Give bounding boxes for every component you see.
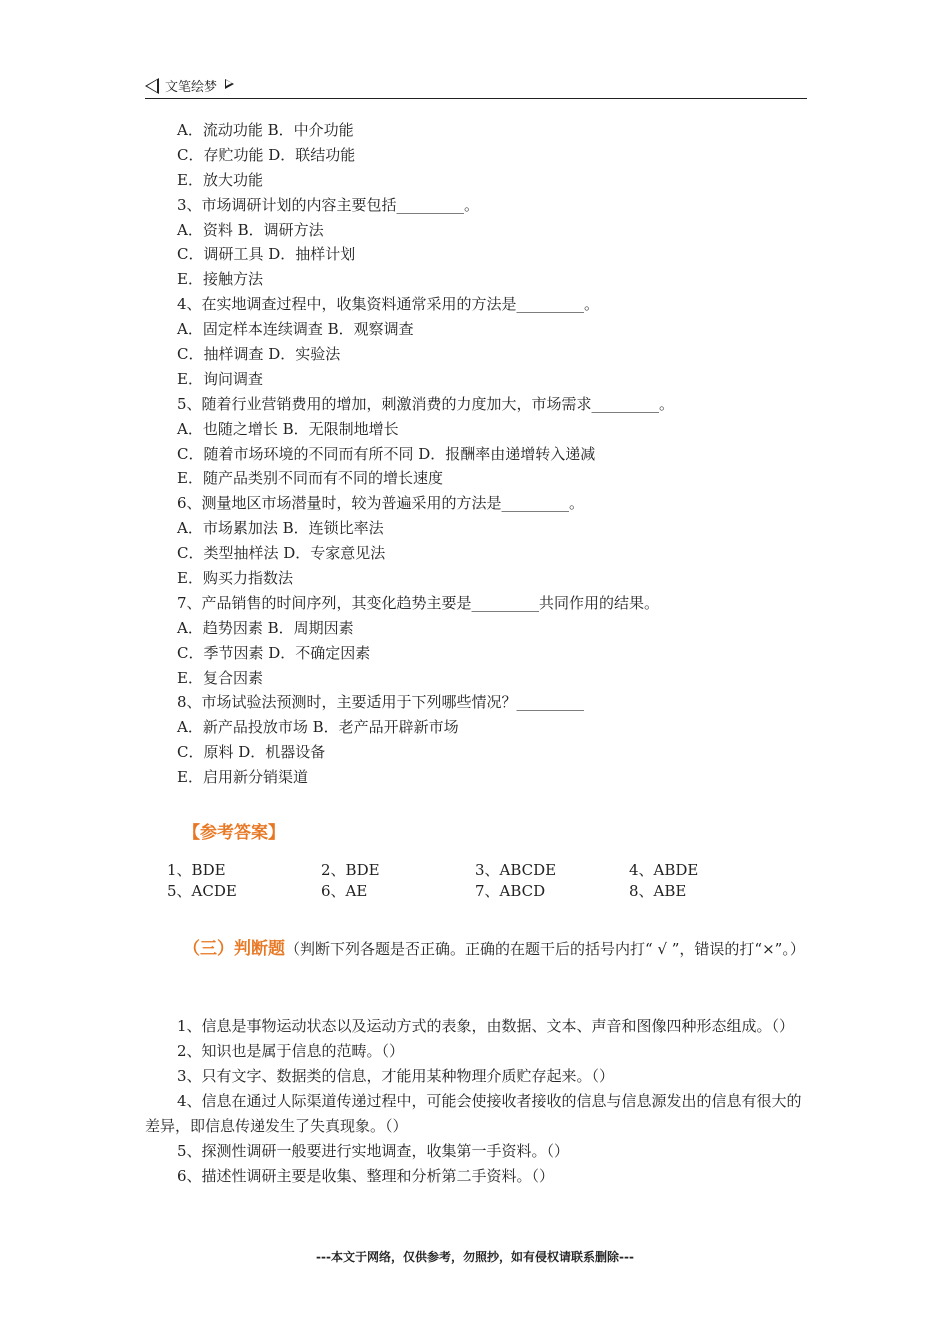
text-line: C．抽样调查 D．实验法 bbox=[177, 345, 341, 364]
header-brand bbox=[145, 76, 234, 95]
text-line: C．原料 D．机器设备 bbox=[177, 743, 326, 762]
text-line: C．季节因素 D．不确定因素 bbox=[177, 643, 371, 662]
text-line: A．趋势因素 B．周期因素 bbox=[177, 618, 354, 637]
text-line: A．新产品投放市场 B．老产品开辟新市场 bbox=[177, 718, 459, 737]
question-line: 8、市场试验法预测时，主要适用于下列哪些情况？_________ bbox=[177, 693, 585, 712]
answer-cell: 7、ABCD bbox=[475, 882, 546, 900]
text-line: E．复合因素 bbox=[177, 668, 263, 687]
text-line: E．随产品类别不同而有不同的增长速度 bbox=[177, 469, 443, 488]
answer-cell: 6、AE bbox=[321, 882, 368, 900]
judge-section-intro bbox=[145, 934, 807, 965]
judge-question: 6、描述性调研主要是收集、整理和分析第二手资料。（） bbox=[177, 1167, 555, 1185]
judge-question: 1、信息是事物运动状态以及运动方式的表象，由数据、文本、声音和图像四种形态组成。（） bbox=[177, 1017, 795, 1035]
text-line: C．调研工具 D．抽样计划 bbox=[177, 245, 356, 264]
text-line: C．存贮功能 D．联结功能 bbox=[177, 145, 356, 164]
triangle-right-icon bbox=[225, 79, 234, 89]
judge-question: 4、信息在通过人际渠道传递过程中，可能会使接收者接收的信息与信息源发出的信息有很大的差异，即信息传递发生了失真现象。（） bbox=[145, 1092, 802, 1135]
text-line: A．市场累加法 B．连锁比率法 bbox=[177, 519, 384, 538]
text-line: A．流动功能 B．中介功能 bbox=[177, 121, 354, 139]
triangle-left-icon bbox=[145, 78, 159, 94]
text-line: E．询问调查 bbox=[177, 369, 263, 388]
answer-title: 【参考答案】 bbox=[183, 823, 285, 843]
answer-cell: 4、ABDE bbox=[629, 861, 699, 879]
judge-question: 5、探测性调研一般要进行实地调查，收集第一手资料。（） bbox=[177, 1142, 570, 1160]
text-line: C．类型抽样法 D．专家意见法 bbox=[177, 544, 386, 563]
page-footer: ---本文于网络，仅供参考，勿照抄，如有侵权请联系删除--- bbox=[316, 1250, 634, 1264]
text-line: E．购买力指数法 bbox=[177, 569, 293, 588]
question-line: 7、产品销售的时间序列，其变化趋势主要是_________共同作用的结果。 bbox=[177, 593, 660, 612]
answer-row bbox=[167, 881, 807, 902]
answer-cell: 3、ABCDE bbox=[475, 861, 557, 879]
answer-cell: 5、ACDE bbox=[167, 882, 237, 900]
answer-cell: 8、ABE bbox=[629, 882, 687, 900]
question-line: 6、测量地区市场潜量时，较为普遍采用的方法是_________。 bbox=[177, 494, 585, 513]
judge-heading: （三）判断题 bbox=[183, 939, 285, 959]
text-line: A．资料 B．调研方法 bbox=[177, 220, 324, 239]
brand-text: 文笔绘梦 bbox=[165, 80, 218, 95]
answer-cell: 2、BDE bbox=[321, 861, 380, 879]
judge-question: 2、知识也是属于信息的范畴。（） bbox=[177, 1042, 405, 1060]
question-line: 3、市场调研计划的内容主要包括_________。 bbox=[177, 195, 480, 214]
text-line: E．放大功能 bbox=[177, 170, 263, 189]
text-line: A．固定样本连续调查 B．观察调查 bbox=[177, 320, 414, 339]
answer-grid bbox=[167, 860, 807, 902]
text-line: A．也随之增长 B．无限制地增长 bbox=[177, 419, 399, 438]
judge-question: 3、只有文字、数据类的信息，才能用某种物理介质贮存起来。（） bbox=[177, 1067, 615, 1085]
question-line: 4、在实地调查过程中，收集资料通常采用的方法是_________。 bbox=[177, 295, 600, 314]
option-lines bbox=[177, 118, 797, 790]
page-header bbox=[145, 74, 807, 99]
question-line: 5、随着行业营销费用的增加，刺激消费的力度加大，市场需求_________。 bbox=[177, 394, 675, 413]
text-line: E．启用新分销渠道 bbox=[177, 768, 308, 787]
judge-instruction: （判断下列各题是否正确。正确的在题干后的括号内打“ √ ”，错误的打“×”。） bbox=[285, 940, 805, 958]
text-line: E．接触方法 bbox=[177, 270, 263, 289]
judge-questions bbox=[145, 1014, 807, 1189]
text-line: C．随着市场环境的不同而有所不同 D．报酬率由递增转入递减 bbox=[177, 444, 596, 463]
answer-row bbox=[167, 860, 807, 881]
answer-cell: 1、BDE bbox=[167, 861, 226, 879]
